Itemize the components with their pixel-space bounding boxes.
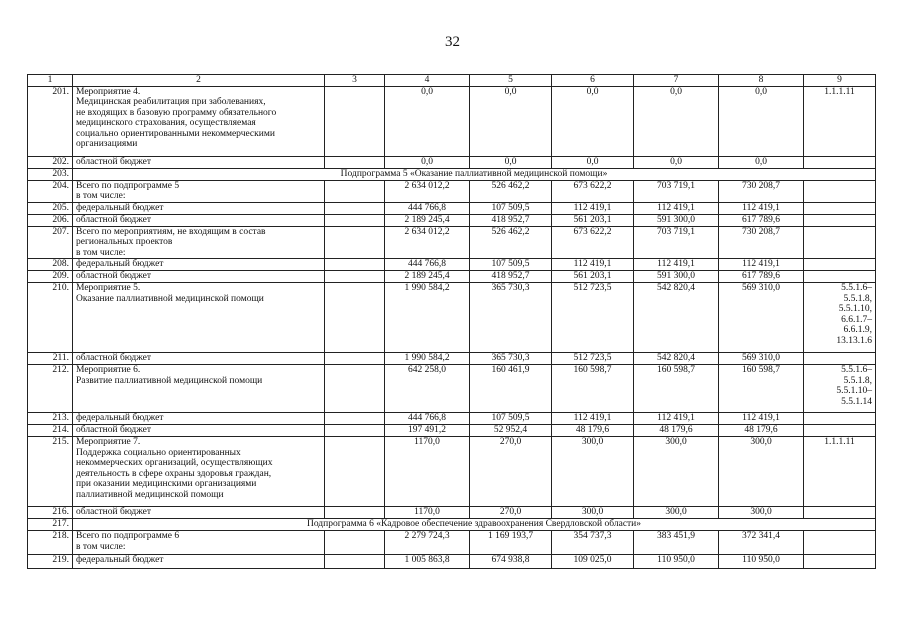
value-col-7: 0,0 <box>634 86 719 156</box>
value-col-5: 0,0 <box>470 156 552 168</box>
column-number: 4 <box>385 75 470 87</box>
column-number: 3 <box>325 75 385 87</box>
row-description: Мероприятие 6. Развитие паллиативной медицинской помощи <box>73 365 325 413</box>
value-col-8: 112 419,1 <box>719 202 804 214</box>
row-description: Мероприятие 4. Медицинская реабилитация при заболеваниях, не входящих в базовую программу обязательного медицинского страхования, осуществляемая социально ориентированными некоммерческими организациями <box>73 86 325 156</box>
value-col-4: 0,0 <box>385 86 470 156</box>
row-number: 205. <box>28 202 73 214</box>
value-col-7: 703 719,1 <box>634 226 719 259</box>
table-row <box>28 555 876 569</box>
table-row <box>28 353 876 365</box>
value-col-7: 300,0 <box>634 507 719 519</box>
column-3-cell <box>325 214 385 226</box>
value-col-5: 52 952,4 <box>470 425 552 437</box>
value-col-6: 112 419,1 <box>552 413 634 425</box>
row-description: федеральный бюджет <box>73 413 325 425</box>
row-number: 210. <box>28 283 73 353</box>
value-col-8: 730 208,7 <box>719 226 804 259</box>
value-col-4: 1 990 584,2 <box>385 353 470 365</box>
target-codes: 5.5.1.6– 5.5.1.8, 5.5.1.10– 5.5.1.14 <box>804 365 876 413</box>
row-description: Всего по подпрограмме 6 в том числе: <box>73 531 325 555</box>
row-number: 218. <box>28 531 73 555</box>
target-codes <box>804 555 876 569</box>
value-col-5: 107 509,5 <box>470 202 552 214</box>
column-number: 9 <box>804 75 876 87</box>
row-description: областной бюджет <box>73 353 325 365</box>
table-row <box>28 202 876 214</box>
value-col-8: 730 208,7 <box>719 180 804 202</box>
value-col-8: 112 419,1 <box>719 259 804 271</box>
target-codes <box>804 353 876 365</box>
value-col-7: 703 719,1 <box>634 180 719 202</box>
value-col-7: 300,0 <box>634 437 719 507</box>
value-col-8: 617 789,6 <box>719 271 804 283</box>
value-col-5: 674 938,8 <box>470 555 552 569</box>
subprogram-title: Подпрограмма 5 «Оказание паллиативной медицинской помощи» <box>73 168 876 180</box>
target-codes <box>804 259 876 271</box>
value-col-5: 526 462,2 <box>470 180 552 202</box>
column-3-cell <box>325 259 385 271</box>
value-col-8: 110 950,0 <box>719 555 804 569</box>
target-codes: 1.1.1.11 <box>804 437 876 507</box>
value-col-5: 107 509,5 <box>470 259 552 271</box>
table-row <box>28 283 876 353</box>
row-number: 207. <box>28 226 73 259</box>
value-col-4: 1 005 863,8 <box>385 555 470 569</box>
column-3-cell <box>325 156 385 168</box>
table-row <box>28 425 876 437</box>
column-number: 6 <box>552 75 634 87</box>
row-description: федеральный бюджет <box>73 202 325 214</box>
value-col-6: 112 419,1 <box>552 259 634 271</box>
value-col-7: 542 820,4 <box>634 353 719 365</box>
value-col-8: 112 419,1 <box>719 413 804 425</box>
row-description: областной бюджет <box>73 214 325 226</box>
value-col-7: 112 419,1 <box>634 413 719 425</box>
value-col-5: 1 169 193,7 <box>470 531 552 555</box>
value-col-8: 0,0 <box>719 86 804 156</box>
value-col-8: 569 310,0 <box>719 353 804 365</box>
value-col-8: 617 789,6 <box>719 214 804 226</box>
target-codes <box>804 156 876 168</box>
value-col-6: 300,0 <box>552 437 634 507</box>
column-3-cell <box>325 283 385 353</box>
value-col-6: 673 622,2 <box>552 226 634 259</box>
value-col-7: 112 419,1 <box>634 202 719 214</box>
value-col-4: 2 634 012,2 <box>385 180 470 202</box>
value-col-4: 0,0 <box>385 156 470 168</box>
page-number: 32 <box>445 34 460 50</box>
table-row <box>28 86 876 156</box>
column-number: 2 <box>73 75 325 87</box>
value-col-4: 2 189 245,4 <box>385 214 470 226</box>
row-number: 212. <box>28 365 73 413</box>
column-3-cell <box>325 437 385 507</box>
value-col-4: 2 189 245,4 <box>385 271 470 283</box>
target-codes <box>804 202 876 214</box>
table-row <box>28 437 876 507</box>
value-col-5: 418 952,7 <box>470 214 552 226</box>
value-col-6: 0,0 <box>552 86 634 156</box>
table-row <box>28 531 876 555</box>
value-col-6: 109 025,0 <box>552 555 634 569</box>
target-codes <box>804 214 876 226</box>
row-description: Мероприятие 5. Оказание паллиативной медицинской помощи <box>73 283 325 353</box>
row-description: Всего по подпрограмме 5 в том числе: <box>73 180 325 202</box>
value-col-4: 197 491,2 <box>385 425 470 437</box>
value-col-8: 569 310,0 <box>719 283 804 353</box>
value-col-8: 300,0 <box>719 507 804 519</box>
value-col-6: 0,0 <box>552 156 634 168</box>
target-codes: 5.5.1.6– 5.5.1.8, 5.5.1.10, 6.6.1.7– 6.6.1.9, 13.13.1.6 <box>804 283 876 353</box>
value-col-7: 383 451,9 <box>634 531 719 555</box>
row-number: 209. <box>28 271 73 283</box>
value-col-7: 110 950,0 <box>634 555 719 569</box>
column-3-cell <box>325 180 385 202</box>
value-col-6: 512 723,5 <box>552 353 634 365</box>
value-col-6: 48 179,6 <box>552 425 634 437</box>
value-col-4: 444 766,8 <box>385 413 470 425</box>
value-col-5: 418 952,7 <box>470 271 552 283</box>
row-number: 208. <box>28 259 73 271</box>
row-number: 204. <box>28 180 73 202</box>
subprogram-row <box>28 519 876 531</box>
table-row <box>28 507 876 519</box>
row-number: 201. <box>28 86 73 156</box>
table-row <box>28 226 876 259</box>
row-number: 206. <box>28 214 73 226</box>
row-number: 219. <box>28 555 73 569</box>
row-description: областной бюджет <box>73 425 325 437</box>
target-codes <box>804 180 876 202</box>
row-description: областной бюджет <box>73 507 325 519</box>
row-description: федеральный бюджет <box>73 259 325 271</box>
target-codes <box>804 271 876 283</box>
row-description: Мероприятие 7. Поддержка социально ориентированных некоммерческих организаций, осуществляющих деятельность в сфере охраны здоровья граждан, при оказании медицинскими организациями паллиативной медицинской помощи <box>73 437 325 507</box>
value-col-4: 642 258,0 <box>385 365 470 413</box>
row-number: 213. <box>28 413 73 425</box>
table-row <box>28 214 876 226</box>
table-row <box>28 180 876 202</box>
value-col-6: 561 203,1 <box>552 214 634 226</box>
column-number-row <box>28 75 876 87</box>
value-col-7: 591 300,0 <box>634 271 719 283</box>
value-col-4: 444 766,8 <box>385 202 470 214</box>
column-3-cell <box>325 507 385 519</box>
table-row <box>28 259 876 271</box>
value-col-6: 160 598,7 <box>552 365 634 413</box>
value-col-6: 512 723,5 <box>552 283 634 353</box>
column-3-cell <box>325 86 385 156</box>
row-description: областной бюджет <box>73 156 325 168</box>
column-3-cell <box>325 365 385 413</box>
value-col-6: 112 419,1 <box>552 202 634 214</box>
column-3-cell <box>325 555 385 569</box>
value-col-8: 48 179,6 <box>719 425 804 437</box>
column-3-cell <box>325 271 385 283</box>
row-description: областной бюджет <box>73 271 325 283</box>
value-col-5: 107 509,5 <box>470 413 552 425</box>
value-col-7: 0,0 <box>634 156 719 168</box>
row-number: 211. <box>28 353 73 365</box>
subprogram-title: Подпрограмма 6 «Кадровое обеспечение здравоохранения Свердловской области» <box>73 519 876 531</box>
column-3-cell <box>325 202 385 214</box>
column-3-cell <box>325 226 385 259</box>
column-3-cell <box>325 353 385 365</box>
value-col-4: 2 634 012,2 <box>385 226 470 259</box>
value-col-4: 444 766,8 <box>385 259 470 271</box>
row-description: федеральный бюджет <box>73 555 325 569</box>
target-codes <box>804 507 876 519</box>
row-number: 216. <box>28 507 73 519</box>
row-number: 214. <box>28 425 73 437</box>
value-col-7: 591 300,0 <box>634 214 719 226</box>
value-col-5: 270,0 <box>470 507 552 519</box>
row-number: 215. <box>28 437 73 507</box>
column-number: 1 <box>28 75 73 87</box>
value-col-5: 160 461,9 <box>470 365 552 413</box>
value-col-6: 354 737,3 <box>552 531 634 555</box>
value-col-8: 300,0 <box>719 437 804 507</box>
table-row <box>28 413 876 425</box>
column-number: 8 <box>719 75 804 87</box>
value-col-7: 48 179,6 <box>634 425 719 437</box>
target-codes <box>804 413 876 425</box>
column-3-cell <box>325 531 385 555</box>
target-codes <box>804 226 876 259</box>
row-number: 217. <box>28 519 73 531</box>
value-col-8: 160 598,7 <box>719 365 804 413</box>
value-col-7: 160 598,7 <box>634 365 719 413</box>
row-number: 202. <box>28 156 73 168</box>
value-col-5: 526 462,2 <box>470 226 552 259</box>
value-col-6: 300,0 <box>552 507 634 519</box>
value-col-4: 1170,0 <box>385 437 470 507</box>
row-description: Всего по мероприятиям, не входящим в состав региональных проектов в том числе: <box>73 226 325 259</box>
table-row <box>28 271 876 283</box>
value-col-5: 270,0 <box>470 437 552 507</box>
table-row <box>28 365 876 413</box>
value-col-4: 1 990 584,2 <box>385 283 470 353</box>
value-col-5: 365 730,3 <box>470 353 552 365</box>
value-col-4: 2 279 724,3 <box>385 531 470 555</box>
budget-table <box>27 74 876 569</box>
value-col-5: 365 730,3 <box>470 283 552 353</box>
value-col-4: 1170,0 <box>385 507 470 519</box>
target-codes <box>804 531 876 555</box>
target-codes <box>804 425 876 437</box>
column-number: 5 <box>470 75 552 87</box>
value-col-6: 673 622,2 <box>552 180 634 202</box>
value-col-6: 561 203,1 <box>552 271 634 283</box>
value-col-8: 0,0 <box>719 156 804 168</box>
column-number: 7 <box>634 75 719 87</box>
value-col-7: 112 419,1 <box>634 259 719 271</box>
column-3-cell <box>325 413 385 425</box>
subprogram-row <box>28 168 876 180</box>
row-number: 203. <box>28 168 73 180</box>
column-3-cell <box>325 425 385 437</box>
table-row <box>28 156 876 168</box>
value-col-5: 0,0 <box>470 86 552 156</box>
value-col-7: 542 820,4 <box>634 283 719 353</box>
target-codes: 1.1.1.11 <box>804 86 876 156</box>
value-col-8: 372 341,4 <box>719 531 804 555</box>
